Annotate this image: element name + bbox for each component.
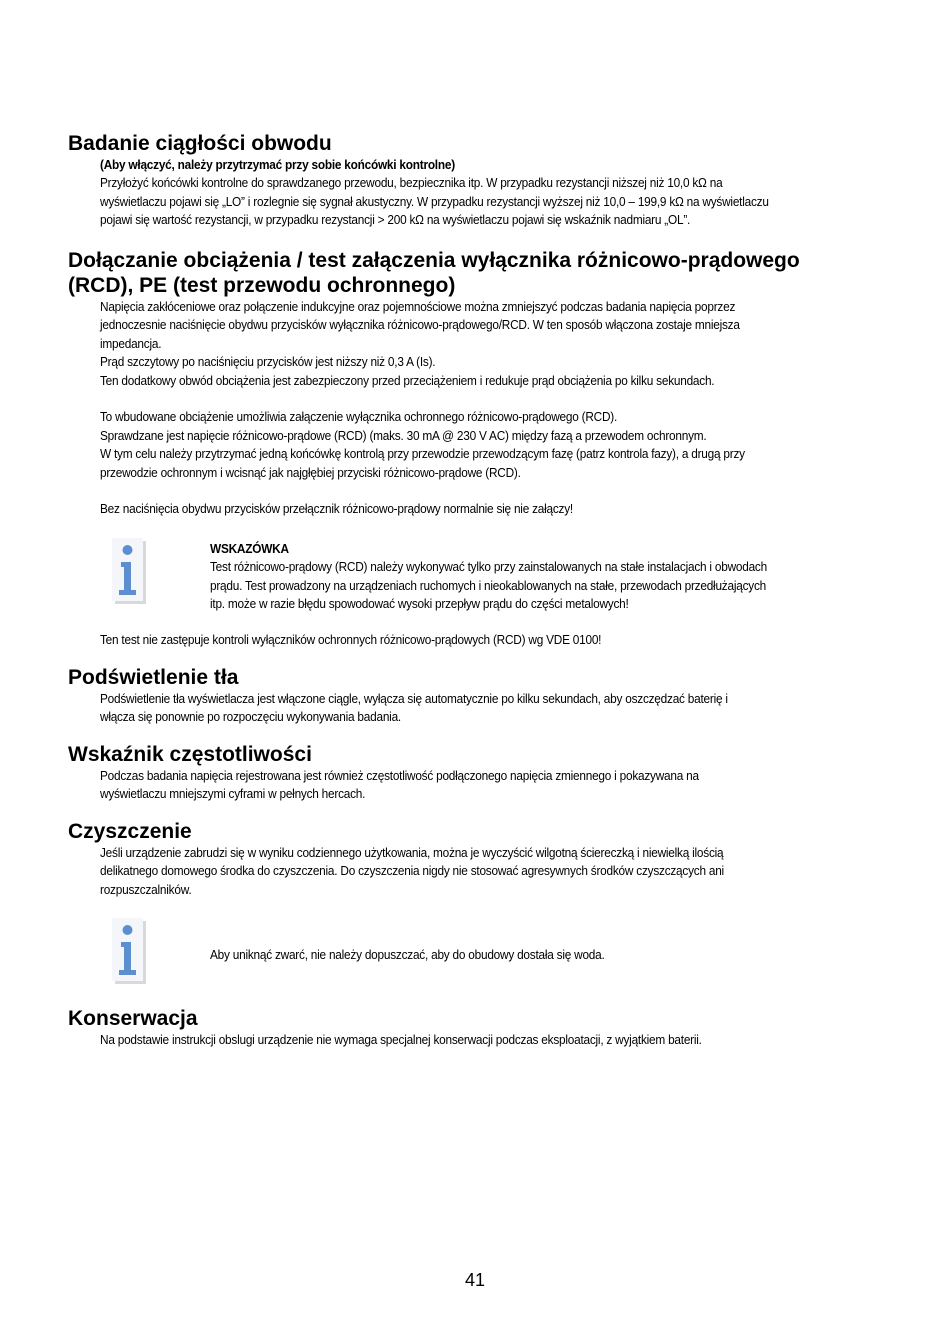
section-frequency <box>68 742 888 804</box>
text-line: Bez naciśnięcia obydwu przycisków przełącznik różnicowo-prądowy normalnie się nie załączy! <box>100 502 573 517</box>
section-title: Czyszczenie <box>68 820 192 843</box>
section-cleaning <box>68 819 888 899</box>
text-line: prądu. Test prowadzony na urządzeniach ruchomych i nieokablowanych na stałe, przewodach przedłużających <box>210 578 766 593</box>
rcd-footer-text <box>68 631 888 649</box>
text-line: Jeśli urządzenie zabrudzi się w wyniku codziennego użytkowania, można je wyczyścić wilgotną ściereczką i niewielką ilością <box>100 846 724 860</box>
text-line: impedancja. <box>100 336 162 351</box>
text-line: Na podstawie instrukcji obslugi urządzenie nie wymaga specjalnej konserwacji podczas eksploatacji, z wyjątkiem baterii. <box>100 1033 702 1047</box>
section-title: Konserwacja <box>68 1007 198 1030</box>
text-line: wyświetlaczu mniejszymi cyframi w pełnych hercach. <box>100 787 366 802</box>
text-line: To wbudowane obciążenie umożliwia załączenie wyłącznika ochronnego różnicowo-prądowego (RCD). <box>100 410 618 425</box>
text-line: Aby uniknąć zwarć, nie należy dopuszczać, aby do obudowy dostała się woda. <box>210 948 605 962</box>
section-title: Podświetlenie tła <box>68 666 239 689</box>
info-icon <box>112 918 146 984</box>
page-number: 41 <box>464 1270 486 1290</box>
text-line: jednoczesnie naciśnięcie obydwu przycisków wyłącznika różnicowo-prądowego/RCD. W ten sposób włączona zostaje mniejsza <box>100 318 740 333</box>
text-line: wyświetlaczu pojawi się „LO” i rozlegnie się sygnał akustyczny. W przypadku rezystancji wyższej niż 10,0 – 199,9 kΩ na wyświetlaczu <box>100 194 769 209</box>
section-rcd <box>68 248 888 519</box>
text-line: Podczas badania napięcia rejestrowana jest również częstotliwość podłączonego napięcia zmiennego i pokazywana na <box>100 769 699 783</box>
text-line: delikatnego domowego środka do czyszczenia. Do czyszczenia nigdy nie stosować agresywnych środków czyszczących ani <box>100 864 724 879</box>
section-title: Badanie ciągłości obwodu <box>68 132 332 155</box>
text-line: Test różnicowo-prądowy (RCD) należy wykonywać tylko przy zainstalowanych na stałe instalacjach i obwodach <box>210 560 767 575</box>
text-line: Podświetlenie tła wyświetlacza jest włączone ciągle, wyłącza się automatycznie po kilku sekundach, aby oszczędzać baterię i <box>100 692 728 706</box>
section-body <box>100 1031 861 1049</box>
section-body <box>100 844 861 899</box>
hint-text <box>210 540 868 614</box>
section-title-line: Dołączanie obciążenia / test załączenia wyłącznika różnicowo-prądowego <box>68 249 800 272</box>
section-maintenance <box>68 1006 888 1049</box>
section-body <box>100 298 861 519</box>
text-line: itp. może w razie błędu spowodować wysoki przepływ prądu do części metalowych! <box>210 597 629 612</box>
note-text <box>210 946 868 964</box>
text-line: Przyłożyć końcówki kontrolne do sprawdzanego przewodu, bezpiecznika itp. W przypadku rezystancji niższej niż 10,0 kΩ na <box>100 176 723 191</box>
section-title-line: (RCD), PE (test przewodu ochronnego) <box>68 274 456 297</box>
info-icon <box>112 538 146 604</box>
text-line: włącza się ponownie po rozpoczęciu wykonywania badania. <box>100 710 401 725</box>
section-body <box>100 156 861 230</box>
section-continuity <box>68 131 888 230</box>
text-line: W tym celu należy przytrzymać jedną końcówkę kontrolą przy przewodzie przewodzącym fazę (patrz kontrola fazy), a drugą przy <box>100 447 745 462</box>
section-body <box>100 767 861 804</box>
text-line: przewodzie ochronnym i wcisnąć jak najgłębiej przyciski różnicowo-prądowe (RCD). <box>100 465 521 480</box>
section-title: Wskaźnik częstotliwości <box>68 743 312 766</box>
hint-title: WSKAZÓWKA <box>210 542 289 556</box>
subtitle: (Aby włączyć, należy przytrzymać przy sobie końcówki kontrolne) <box>100 158 455 172</box>
section-backlight <box>68 665 888 727</box>
text-line: pojawi się wartość rezystancji, w przypadku rezystancji > 200 kΩ na wyświetlaczu pojawi się wskaźnik nadmiaru „OL”. <box>100 213 691 228</box>
text-line: Ten test nie zastępuje kontroli wyłączników ochronnych różnicowo-prądowych (RCD) wg VDE 0100! <box>100 633 602 647</box>
section-title <box>68 248 888 298</box>
text-line: Ten dodatkowy obwód obciążenia jest zabezpieczony przed przeciążeniem i redukuje prąd obciążenia po kilku sekundach. <box>100 373 715 388</box>
section-body <box>100 690 861 727</box>
text-line: Napięcia zakłóceniowe oraz połączenie indukcyjne oraz pojemnościowe można zmniejszyć podczas badania napięcia poprzez <box>100 300 736 314</box>
text-line: rozpuszczalników. <box>100 882 192 897</box>
text-line: Prąd szczytowy po naciśnięciu przycisków jest niższy niż 0,3 A (Is). <box>100 355 436 370</box>
text-line: Sprawdzane jest napięcie różnicowo-prądowe (RCD) (maks. 30 mA @ 230 V AC) między fazą a przewodem ochronnym. <box>100 428 707 443</box>
